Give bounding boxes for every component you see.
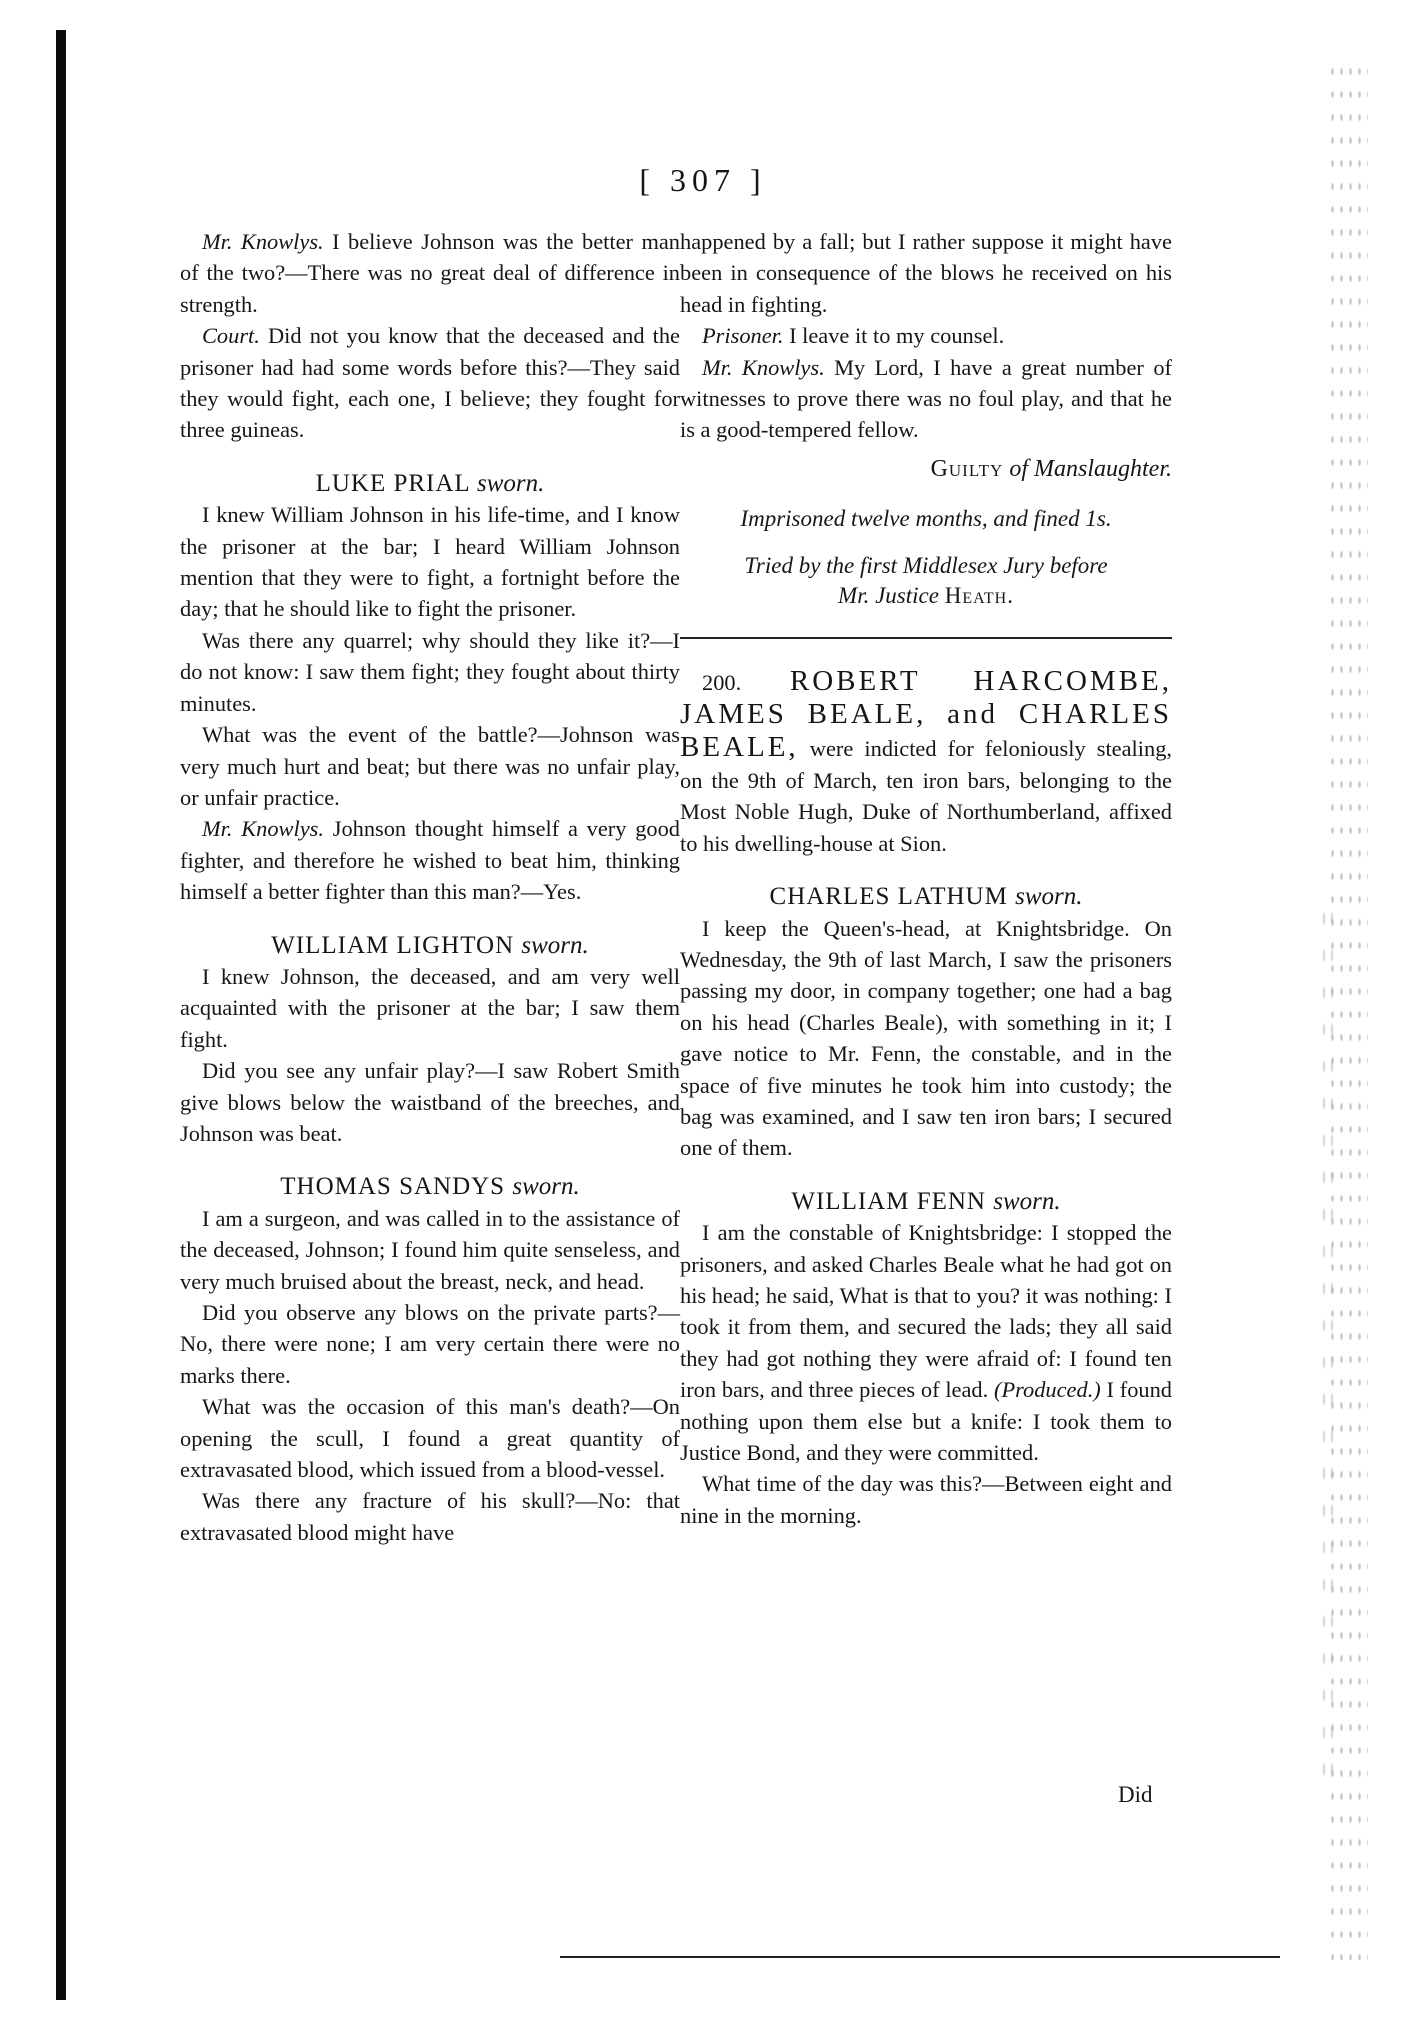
judge-name: Heath. <box>944 582 1014 608</box>
paragraph: I am a surgeon, and was called in to the assistance of the deceased, Johnson; I found him quite senseless, and very much bruised about the breast, neck, and head. <box>180 1205 680 1294</box>
indictment-text: were indicted for feloniously stealing, on the 9th of March, ten iron bars, belonging to the Most Noble Hugh, Duke of Northumberland, affixed to his dwelling-house at Sion. <box>680 736 1172 856</box>
paragraph <box>180 813 680 907</box>
paragraph: I knew William Johnson in his life-time, and I know the prisoner at the bar; I heard William Johnson mention that they were to fight, a fortnight before the day; that he should like to fight the prisoner. <box>180 502 680 622</box>
witness-heading <box>180 930 680 961</box>
paragraph-text: Did not you know that the deceased and the prisoner had had some words before this?—They said they would fight, each one, I believe; they fought for three guineas. <box>180 323 680 443</box>
paragraph-text: My Lord, I have a great number of witnesses to prove there was no foul play, and that he is a good-tempered fellow. <box>680 354 1172 443</box>
paragraph: I knew Johnson, the deceased, and am very well acquainted with the prisoner at the bar; I saw them fight. <box>180 963 680 1052</box>
paragraph: I keep the Queen's-head, at Knightsbridge. On Wednesday, the 9th of last March, I saw the prisoners passing my door, in company together; one had a bag on his head (Charles Beale), with something in it; I gave notice to Mr. Fenn, the constable, and in the space of five minutes he took him into custody; the bag was examined, and I saw ten iron bars; I secured one of them. <box>680 915 1172 1161</box>
indictment <box>680 665 1172 859</box>
defendant-names: ROBERT HARCOMBE, JAMES BEALE, and CHARLES BEALE, <box>680 664 1172 764</box>
sworn-label: sworn. <box>993 1187 1061 1215</box>
witness-heading <box>680 881 1172 912</box>
produced-note: (Produced.) <box>994 1377 1101 1403</box>
verdict <box>680 454 1172 485</box>
sentence: Imprisoned twelve months, and fined 1s. <box>740 506 1112 532</box>
witness-name: CHARLES LATHUM <box>769 883 1016 911</box>
paragraph-text: I believe Johnson was the better man of the two?—There was no great deal of difference in strength. <box>180 229 681 317</box>
paragraph: happened by a fall; but I rather suppose it might have been in consequence of the blows he received on his head in fighting. <box>680 229 1172 317</box>
speaker-label: Court. <box>202 323 260 349</box>
paragraph: Was there any fracture of his skull?—No: that extravasated blood might have <box>180 1488 680 1545</box>
section-divider <box>680 637 1172 639</box>
speaker-label: Mr. Knowlys. <box>202 229 324 254</box>
sworn-label: sworn. <box>521 931 589 959</box>
paragraph-text: I leave it to my counsel. <box>783 323 1005 349</box>
binding-edge <box>56 30 66 2000</box>
paragraph <box>180 226 680 320</box>
paragraph: Was there any quarrel; why should they like it?—I do not know: I saw them fight; they fought about thirty minutes. <box>180 627 680 716</box>
case-number: 200. <box>702 669 790 695</box>
witness-heading <box>180 468 680 499</box>
speaker-label: Prisoner. <box>702 323 784 349</box>
witness-name: WILLIAM LIGHTON <box>271 931 522 959</box>
paragraph <box>680 1217 1172 1468</box>
paragraph: What was the occasion of this man's death?—On opening the scull, I found a great quantity of extravasated blood, which issued from a blood-vessel. <box>180 1394 680 1483</box>
paragraph-text: Johnson thought himself a very good fighter, and therefore he wished to beat him, thinking himself a better fighter than this man?—Yes. <box>180 816 680 905</box>
witness-heading <box>680 1186 1172 1217</box>
paragraph: Did you observe any blows on the private parts?—No, there were none; I am very certain there were no marks there. <box>180 1300 680 1388</box>
paragraph: What time of the day was this?—Between eight and nine in the morning. <box>680 1471 1172 1528</box>
witness-name: WILLIAM FENN <box>791 1187 994 1215</box>
verdict-word: Guilty <box>930 455 1004 482</box>
paragraph: What was the event of the battle?—Johnson was very much hurt and beat; but there was no unfair play, or unfair practice. <box>180 722 680 810</box>
catchword: Did <box>1118 1782 1153 1807</box>
paragraph: Did you see any unfair play?—I saw Robert Smith give blows below the waistband of the breeches, and Johnson was beat. <box>180 1058 680 1146</box>
right-column <box>680 226 1172 1531</box>
speaker-label: Mr. Knowlys. <box>702 354 825 380</box>
sworn-label: sworn. <box>512 1173 580 1201</box>
witness-name: LUKE PRIAL <box>315 469 478 497</box>
witness-heading <box>180 1171 680 1202</box>
footer-rule <box>560 1956 1280 1958</box>
scan-noise <box>1320 900 1336 1800</box>
left-column <box>180 226 680 1548</box>
paragraph-text: I am the constable of Knightsbridge: I stopped the prisoners, and asked Charles Beale what he had got on his head; he said, What is that to you? it was nothing: I took it from them, and secured the lads; they all said they had got nothing they were afraid of: I found ten iron bars, and three pieces of lead. <box>680 1220 1172 1403</box>
sworn-label: sworn. <box>477 469 545 497</box>
paragraph <box>680 352 1172 446</box>
page-number: [ 307 ] <box>639 162 767 198</box>
paragraph <box>180 320 680 446</box>
paragraph <box>680 320 1172 351</box>
speaker-label: Mr. Knowlys. <box>202 816 324 842</box>
paragraph-text: I found nothing upon them else but a knife: I took them to Justice Bond, and they were committed. <box>680 1377 1173 1465</box>
trial-note-line: Mr. Justice <box>838 582 945 608</box>
witness-name: THOMAS SANDYS <box>280 1173 513 1201</box>
trial-note <box>680 551 1172 611</box>
verdict-detail: of Manslaughter. <box>1009 455 1172 482</box>
sworn-label: sworn. <box>1015 883 1083 911</box>
trial-note-line: Tried by the first Middlesex Jury before <box>744 552 1108 578</box>
